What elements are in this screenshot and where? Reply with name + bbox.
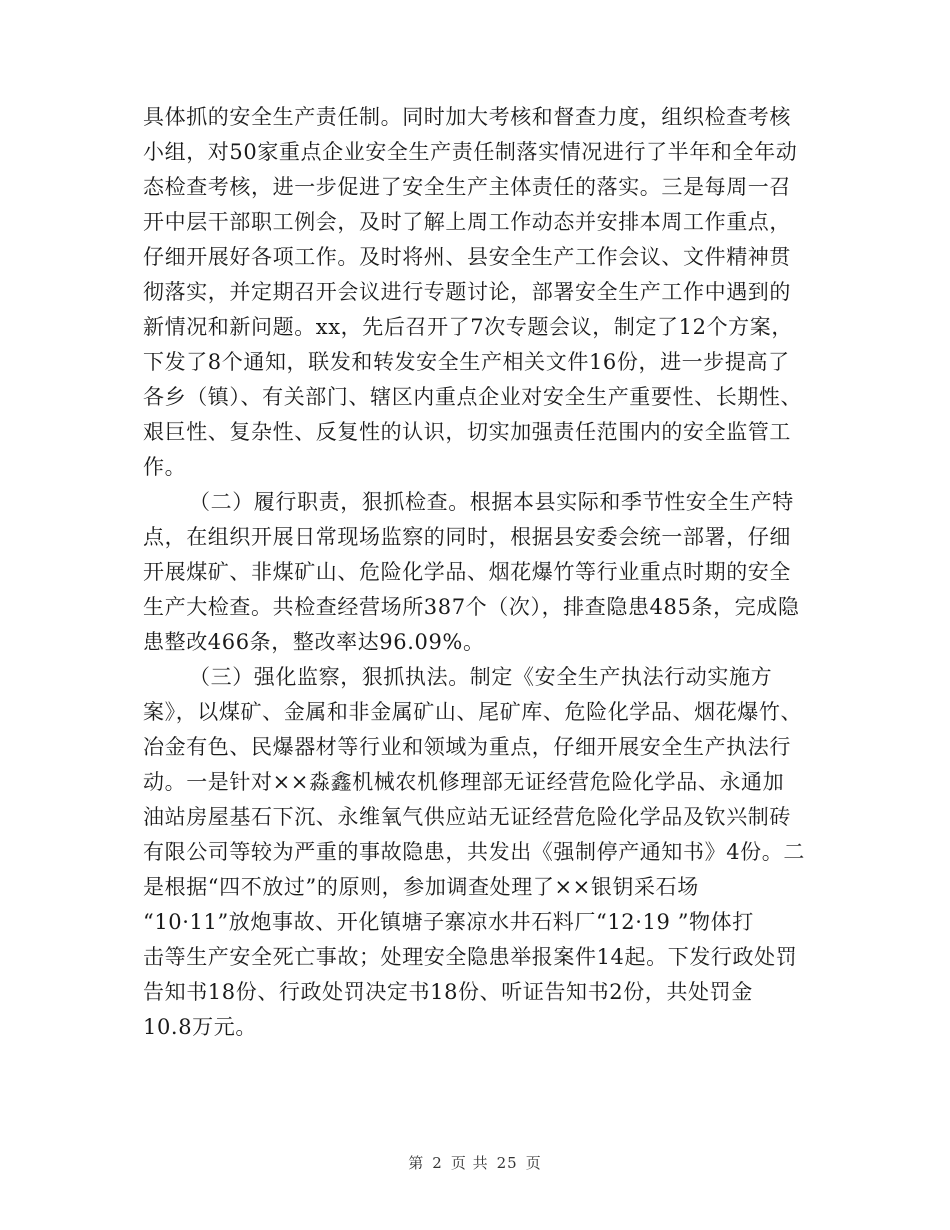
text-line: 有限公司等较为严重的事故隐患，共发出《强制停产通知书》4份。二 xyxy=(143,840,805,864)
text-line: 开展煤矿、非煤矿山、危险化学品、烟花爆竹等行业重点时期的安全 xyxy=(143,560,791,584)
text-line: 10.8万元。 xyxy=(143,1015,257,1039)
text-line: （二）履行职责，狠抓检查。根据本县实际和季节性安全生产特 xyxy=(189,490,794,514)
text-line: 患整改466条，整改率达96.09%。 xyxy=(143,630,485,654)
text-line: 是根据“四不放过”的原则，参加调查处理了××银钥采石场 xyxy=(143,875,699,899)
text-line: 新情况和新问题。xx，先后召开了7次专题会议，制定了12个方案， xyxy=(143,315,793,339)
paragraph-3 xyxy=(143,660,813,1045)
text-line: 告知书18份、行政处罚决定书18份、听证告知书2份，共处罚金 xyxy=(143,980,753,1004)
text-line: 作。 xyxy=(143,455,187,479)
footer-middle: 页 共 xyxy=(450,1154,489,1172)
paragraph-2 xyxy=(143,485,813,660)
text-line: 动。一是针对××淼鑫机械农机修理部无证经营危险化学品、永通加 xyxy=(143,770,785,794)
text-line: 具体抓的安全生产责任制。同时加大考核和督查力度，组织检查考核 xyxy=(143,105,791,129)
page-footer xyxy=(0,1152,950,1173)
text-line: 仔细开展好各项工作。及时将州、县安全生产工作会议、文件精神贯 xyxy=(143,245,791,269)
text-line: 态检查考核，进一步促进了安全生产主体责任的落实。三是每周一召 xyxy=(143,175,791,199)
paragraph-1 xyxy=(143,100,813,485)
footer-current-page: 2 xyxy=(432,1154,443,1172)
text-line: 下发了8个通知，联发和转发安全生产相关文件16份，进一步提高了 xyxy=(143,350,790,374)
text-line: “10·11”放炮事故、开化镇塘子寨凉水井石料厂“12·19 ”物体打 xyxy=(143,910,754,934)
text-line: 艰巨性、复杂性、反复性的认识，切实加强责任范围内的安全监管工 xyxy=(143,420,791,444)
text-line: （三）强化监察，狠抓执法。制定《安全生产执法行动实施方 xyxy=(189,665,773,689)
text-line: 小组，对50家重点企业安全生产责任制落实情况进行了半年和全年动 xyxy=(143,140,798,164)
text-line: 各乡（镇）、有关部门、辖区内重点企业对安全生产重要性、长期性、 xyxy=(143,385,803,409)
text-line: 油站房屋基石下沉、永维氧气供应站无证经营危险化学品及钦兴制砖 xyxy=(143,805,791,829)
text-line: 冶金有色、民爆器材等行业和领域为重点，仔细开展安全生产执法行 xyxy=(143,735,791,759)
document-body xyxy=(143,100,813,1045)
text-line: 生产大检查。共检查经营场所387个（次），排查隐患485条，完成隐 xyxy=(143,595,800,619)
text-line: 彻落实，并定期召开会议进行专题讨论，部署安全生产工作中遇到的 xyxy=(143,280,791,304)
text-line: 案》，以煤矿、金属和非金属矿山、尾矿库、危险化学品、烟花爆竹、 xyxy=(143,700,803,724)
footer-total-pages: 25 xyxy=(496,1154,518,1172)
text-line: 开中层干部职工例会，及时了解上周工作动态并安排本周工作重点， xyxy=(143,210,791,234)
footer-suffix: 页 xyxy=(525,1154,542,1172)
text-line: 击等生产安全死亡事故；处理安全隐患举报案件14起。下发行政处罚 xyxy=(143,945,798,969)
footer-prefix: 第 xyxy=(408,1154,425,1172)
text-line: 点，在组织开展日常现场监察的同时，根据县安委会统一部署，仔细 xyxy=(143,525,791,549)
